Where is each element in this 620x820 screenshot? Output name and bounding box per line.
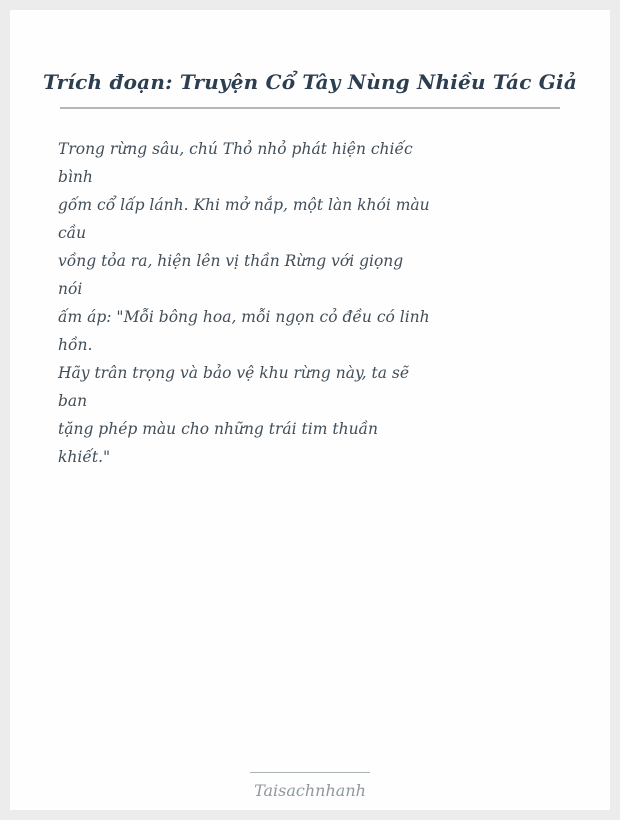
page-footer <box>10 772 610 800</box>
excerpt-line: bình <box>58 168 93 186</box>
excerpt-line: nói <box>58 280 83 298</box>
excerpt-line: ban <box>58 392 88 410</box>
excerpt-line: tặng phép màu cho những trái tim thuần <box>58 420 379 438</box>
excerpt-line: khiết." <box>58 448 111 466</box>
excerpt-line: cầu <box>58 224 87 242</box>
excerpt-line: ấm áp: "Mỗi bông hoa, mỗi ngọn cỏ đều có linh <box>58 308 430 326</box>
excerpt-line: hồn. <box>58 336 93 354</box>
excerpt-line: gốm cổ lấp lánh. Khi mở nắp, một làn khói màu <box>58 196 430 214</box>
footer-brand: Taisachnhanh <box>254 781 366 800</box>
footer-divider <box>250 772 370 773</box>
excerpt-line: Hãy trân trọng và bảo vệ khu rừng này, ta sẽ <box>58 364 410 382</box>
excerpt-line: Trong rừng sâu, chú Thỏ nhỏ phát hiện chiếc <box>58 140 413 158</box>
page-title: Trích đoạn: Truyện Cổ Tây Nùng Nhiều Tác Giả <box>43 70 577 94</box>
excerpt-line: vồng tỏa ra, hiện lên vị thần Rừng với giọng <box>58 252 404 270</box>
story-excerpt <box>58 135 562 471</box>
document-page <box>10 10 610 810</box>
title-divider <box>60 107 560 109</box>
